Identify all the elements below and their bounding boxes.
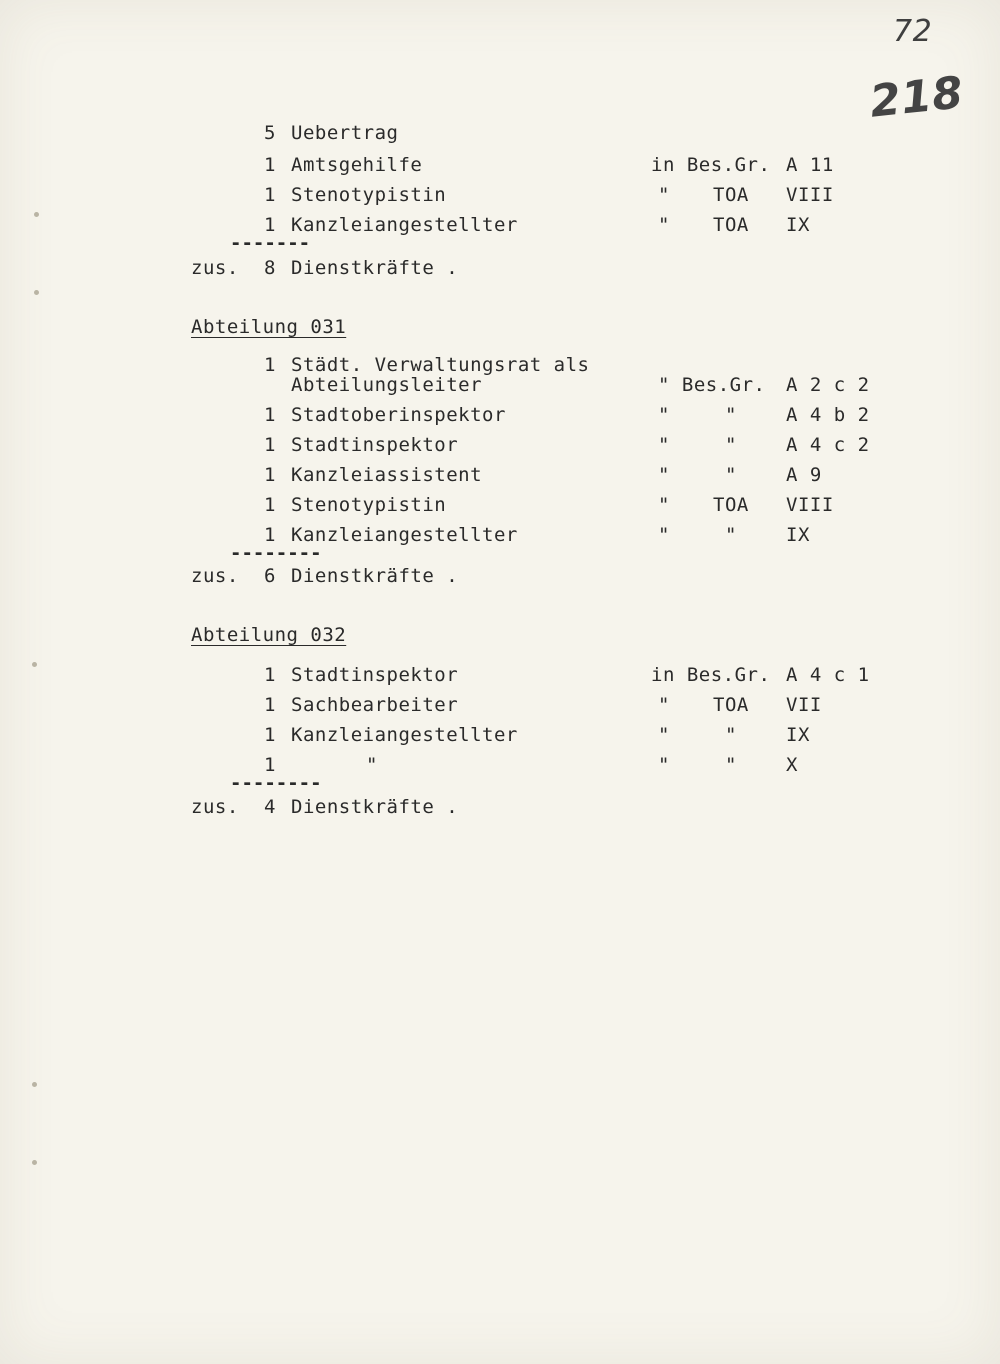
row-title: Städt. Verwaltungsrat als: [291, 354, 590, 376]
row-grade: A 11: [786, 154, 834, 176]
row-title: Sachbearbeiter: [291, 694, 459, 716]
subtotal-rule: -------: [230, 232, 311, 254]
row-title: Kanzleiassistent: [291, 464, 483, 486]
row-pay-group: in Bes.Gr.: [651, 664, 771, 686]
row-pay-group: in Bes.Gr.: [651, 154, 771, 176]
row-title: Stenotypistin: [291, 184, 447, 206]
row-pay-group: " Bes.Gr.: [658, 374, 766, 396]
row-ditto: ": [725, 464, 737, 486]
row-count: 1: [264, 724, 276, 746]
total-count: 6: [264, 565, 276, 587]
total-count: 8: [264, 257, 276, 279]
margin-mark: [34, 290, 39, 295]
row-grade: A 9: [786, 464, 822, 486]
row-scheme: TOA: [713, 214, 749, 236]
row-grade: A 2 c 2: [786, 374, 870, 396]
row-count: 1: [264, 154, 276, 176]
row-title: Kanzleiangestellter: [291, 724, 518, 746]
total-prefix: zus.: [191, 565, 239, 587]
row-ditto: ": [658, 434, 670, 456]
row-grade: VIII: [786, 494, 834, 516]
row-grade: VIII: [786, 184, 834, 206]
row-ditto: ": [725, 404, 737, 426]
row-count: 1: [264, 664, 276, 686]
section-heading: Abteilung 032: [191, 624, 347, 646]
row-ditto: ": [725, 754, 737, 776]
row-ditto: ": [658, 494, 670, 516]
row-scheme: TOA: [713, 694, 749, 716]
subtotal-rule: --------: [230, 542, 322, 564]
margin-mark: [32, 1082, 37, 1087]
row-title: Kanzleiangestellter: [291, 214, 518, 236]
row-title: Stadtinspektor: [291, 664, 459, 686]
total-prefix: zus.: [191, 257, 239, 279]
folio-number: 72: [893, 14, 933, 49]
row-ditto: ": [725, 724, 737, 746]
row-grade: X: [786, 754, 798, 776]
row-ditto: ": [658, 214, 670, 236]
margin-mark: [34, 212, 39, 217]
section-heading: Abteilung 031: [191, 316, 347, 338]
row-ditto: ": [658, 184, 670, 206]
row-ditto: ": [658, 724, 670, 746]
row-count: 1: [264, 184, 276, 206]
row-title-continued: Abteilungsleiter: [291, 374, 483, 396]
row-count: 1: [264, 404, 276, 426]
margin-mark: [32, 1160, 37, 1165]
row-count: 1: [264, 494, 276, 516]
row-ditto: ": [658, 404, 670, 426]
row-grade: A 4 b 2: [786, 404, 870, 426]
row-ditto: ": [725, 524, 737, 546]
row-grade: VII: [786, 694, 822, 716]
total-count: 4: [264, 796, 276, 818]
row-title: Uebertrag: [291, 122, 399, 144]
row-ditto: ": [725, 434, 737, 456]
row-ditto: ": [658, 464, 670, 486]
subtotal-rule: --------: [230, 772, 322, 794]
row-grade: A 4 c 2: [786, 434, 870, 456]
row-ditto: ": [658, 694, 670, 716]
row-count: 1: [264, 434, 276, 456]
row-title-ditto: ": [366, 754, 378, 776]
total-label: Dienstkräfte .: [291, 257, 459, 279]
row-count: 5: [264, 122, 276, 144]
row-count: 1: [264, 694, 276, 716]
total-prefix: zus.: [191, 796, 239, 818]
row-title: Stadtoberinspektor: [291, 404, 506, 426]
handwritten-folio-number: 218: [867, 67, 966, 128]
row-title: Stadtinspektor: [291, 434, 459, 456]
row-count: 1: [264, 464, 276, 486]
row-title: Kanzleiangestellter: [291, 524, 518, 546]
row-ditto: ": [658, 754, 670, 776]
total-label: Dienstkräfte .: [291, 565, 459, 587]
total-label: Dienstkräfte .: [291, 796, 459, 818]
row-scheme: TOA: [713, 184, 749, 206]
row-grade: IX: [786, 214, 810, 236]
row-count: 1: [264, 524, 276, 546]
row-count: 1: [264, 754, 276, 776]
row-title: Amtsgehilfe: [291, 154, 423, 176]
row-scheme: TOA: [713, 494, 749, 516]
row-title: Stenotypistin: [291, 494, 447, 516]
row-count: 1: [264, 354, 276, 376]
row-count: 1: [264, 214, 276, 236]
row-grade: A 4 c 1: [786, 664, 870, 686]
margin-mark: [32, 662, 37, 667]
row-grade: IX: [786, 724, 810, 746]
row-grade: IX: [786, 524, 810, 546]
row-ditto: ": [658, 524, 670, 546]
